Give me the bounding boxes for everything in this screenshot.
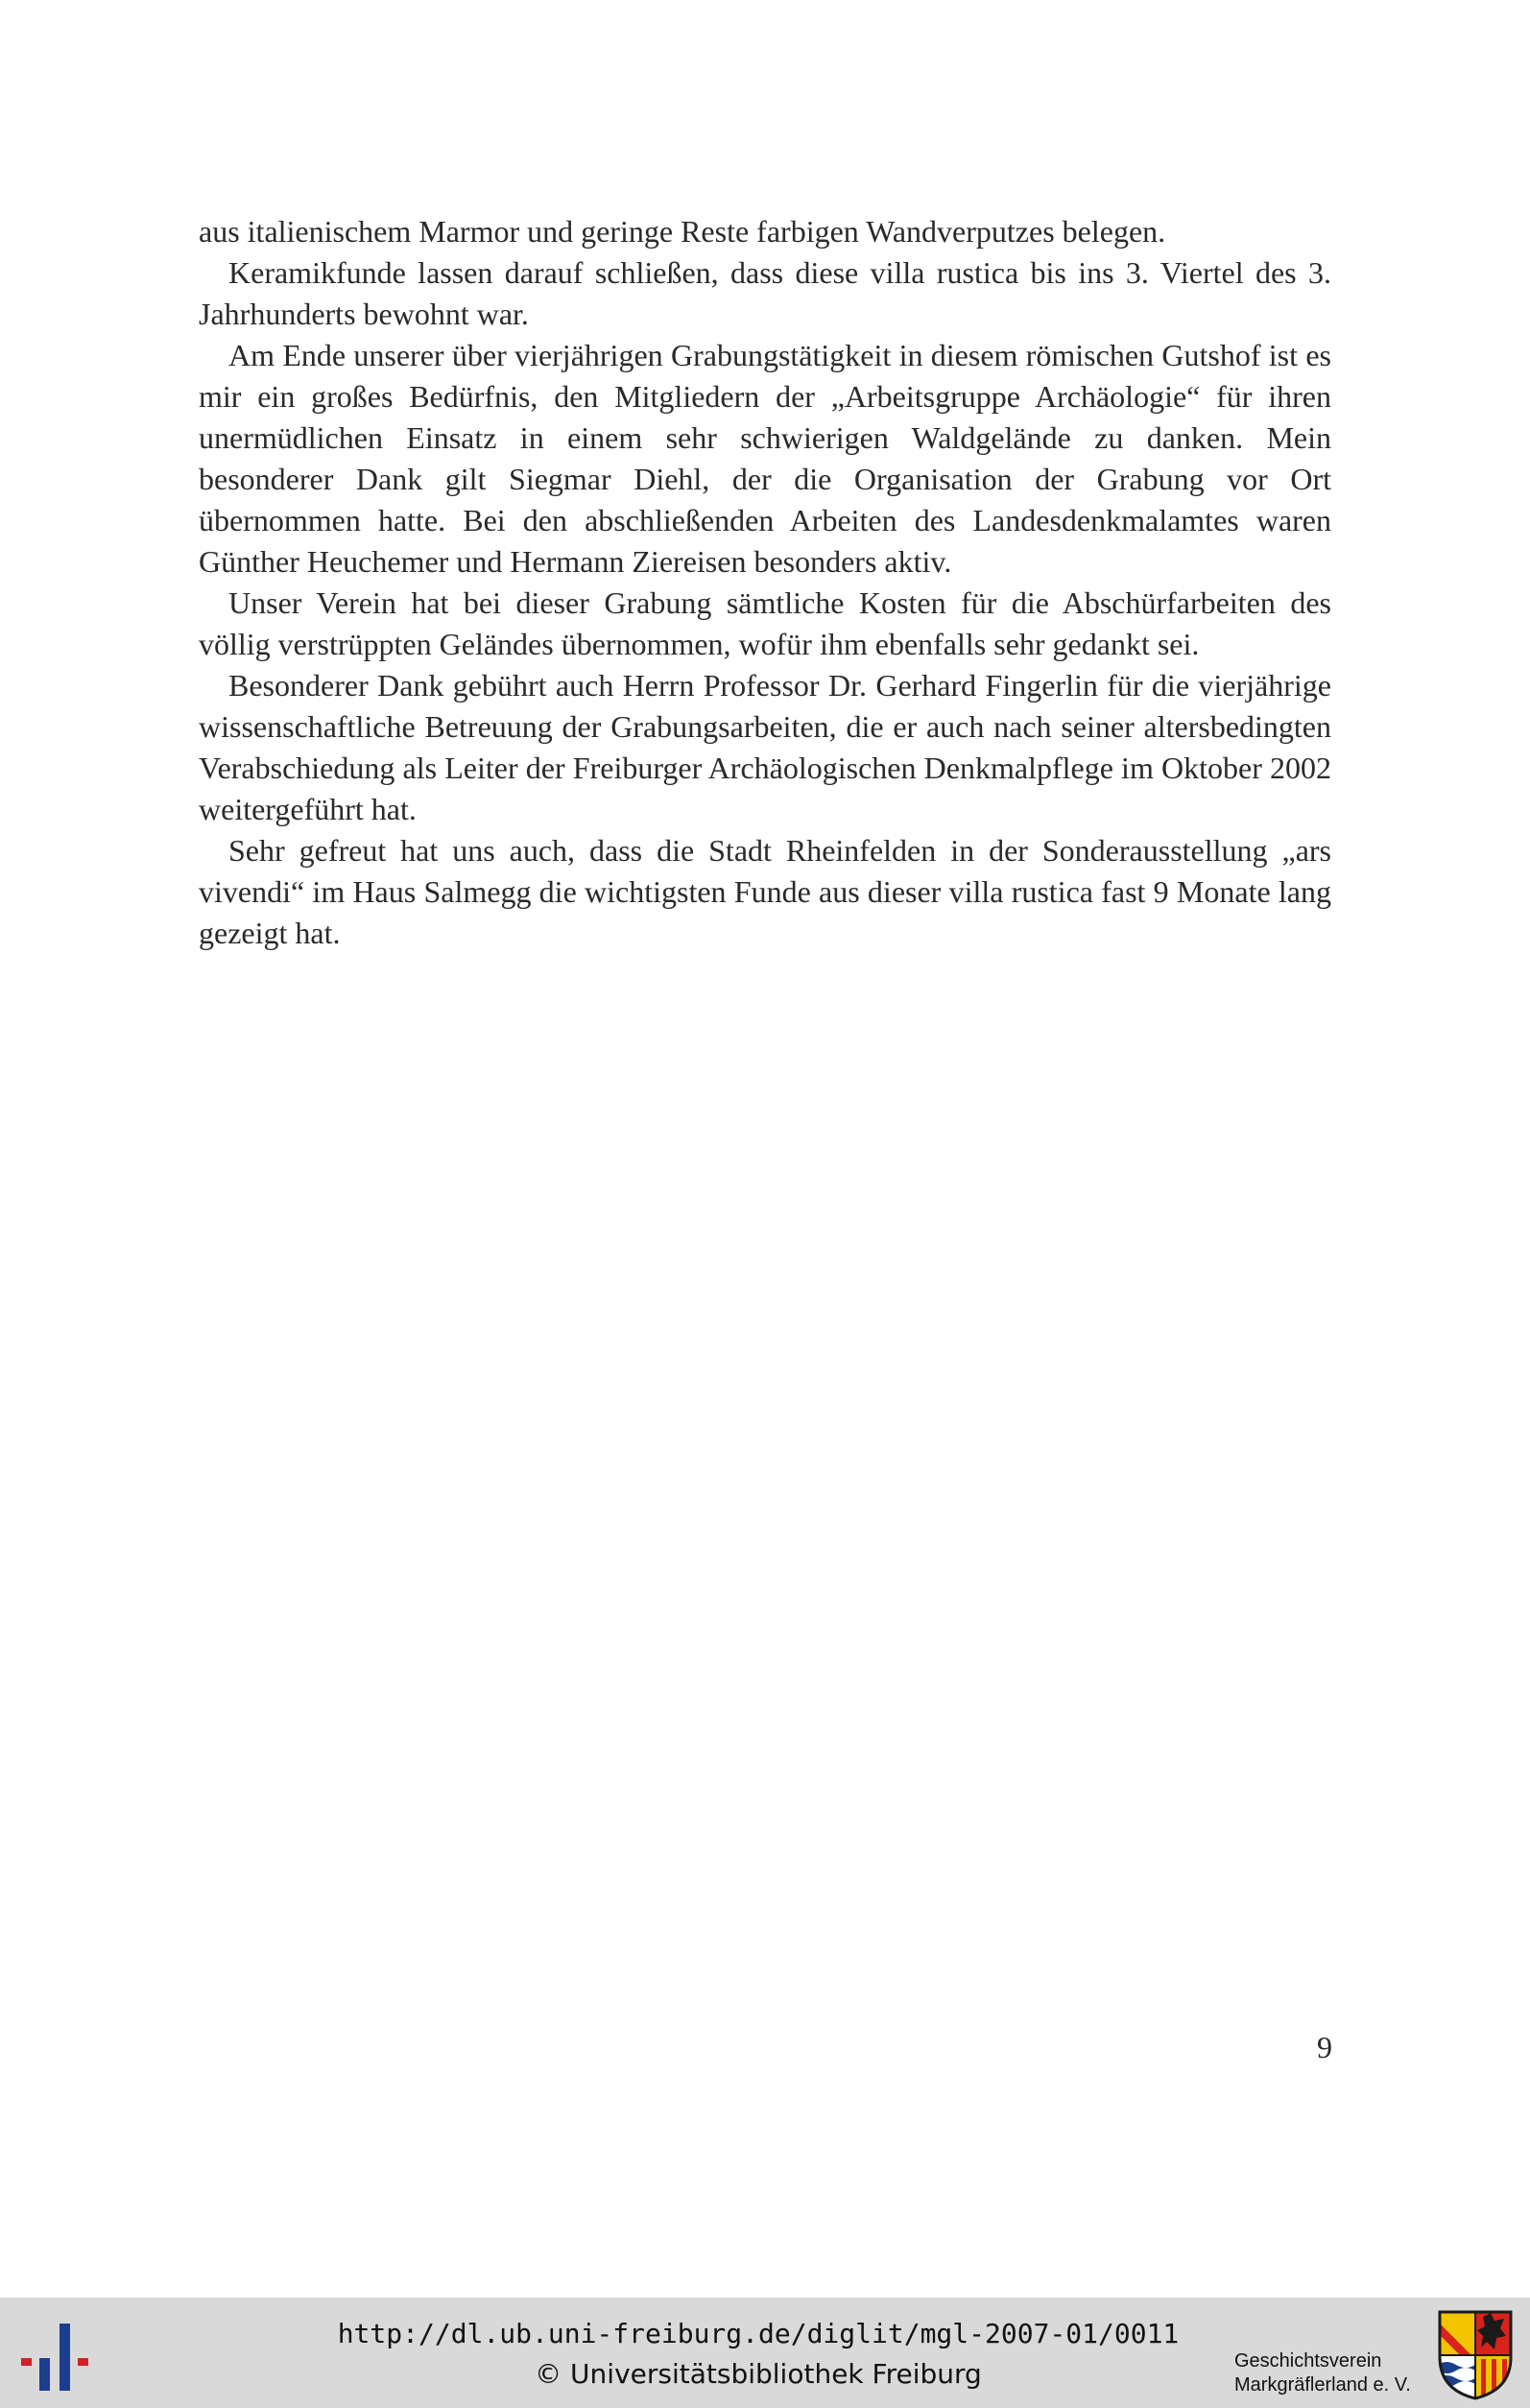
ub-freiburg-logo-icon[interactable] xyxy=(17,2319,98,2396)
permalink-url[interactable]: http://dl.ub.uni-freiburg.de/diglit/mgl-2007-01/0011 xyxy=(337,2318,1180,2349)
coat-of-arms-icon[interactable] xyxy=(1437,2309,1514,2401)
copyright-notice: © Universitätsbibliothek Freiburg xyxy=(535,2358,982,2390)
paragraph: Am Ende unserer über vierjährigen Grabungstätigkeit in diesem römischen Gutshof ist es mir ein großes Bedürfnis, den Mitgliedern der „Arbeitsgruppe Archäologie“ für ihren unermüdlichen Einsatz in einem sehr schwierigen Waldgelände zu danken. Mein besonderer Dank gilt Siegmar Diehl, der die Organisation der Grabung vor Ort übernommen hatte. Bei den abschließenden Arbeiten des Landesdenkmalamtes waren Günther Heuchemer und Hermann Ziereisen besonders aktiv. xyxy=(199,338,1331,579)
page-number: 9 xyxy=(1317,2030,1332,2064)
paragraph: Sehr gefreut hat uns auch, dass die Stadt Rheinfelden in der Sonderausstellung „ars vivendi“ im Haus Salmegg die wichtigsten Funde aus dieser villa rustica fast 9 Monate lang gezeigt hat. xyxy=(199,833,1331,950)
body-text xyxy=(199,211,1331,954)
society-name-line1: Geschichtsverein xyxy=(1234,2350,1382,2372)
society-name-line2: Markgräflerland e. V. xyxy=(1234,2374,1411,2396)
paragraph: Keramikfunde lassen darauf schließen, dass diese villa rustica bis ins 3. Viertel des 3. Jahrhunderts bewohnt war. xyxy=(199,255,1331,331)
viewer-footer xyxy=(0,2298,1530,2408)
paragraph: Besonderer Dank gebührt auch Herrn Professor Dr. Gerhard Fingerlin für die vierjährige wissenschaftliche Betreuung der Grabungsarbeiten, die er auch nach seiner altersbedingten Verabschiedung als Leiter der Freiburger Archäologischen Denkmalpflege im Oktober 2002 weitergeführt hat. xyxy=(199,668,1331,826)
paragraph: Unser Verein hat bei dieser Grabung sämtliche Kosten für die Abschürfarbeiten des völlig verstrüppten Geländes übernommen, wofür ihm ebenfalls sehr gedankt sei. xyxy=(199,585,1331,661)
society-name xyxy=(1234,2349,1441,2397)
paragraph: aus italienischem Marmor und geringe Reste farbigen Wandverputzes belegen. xyxy=(199,214,1166,249)
